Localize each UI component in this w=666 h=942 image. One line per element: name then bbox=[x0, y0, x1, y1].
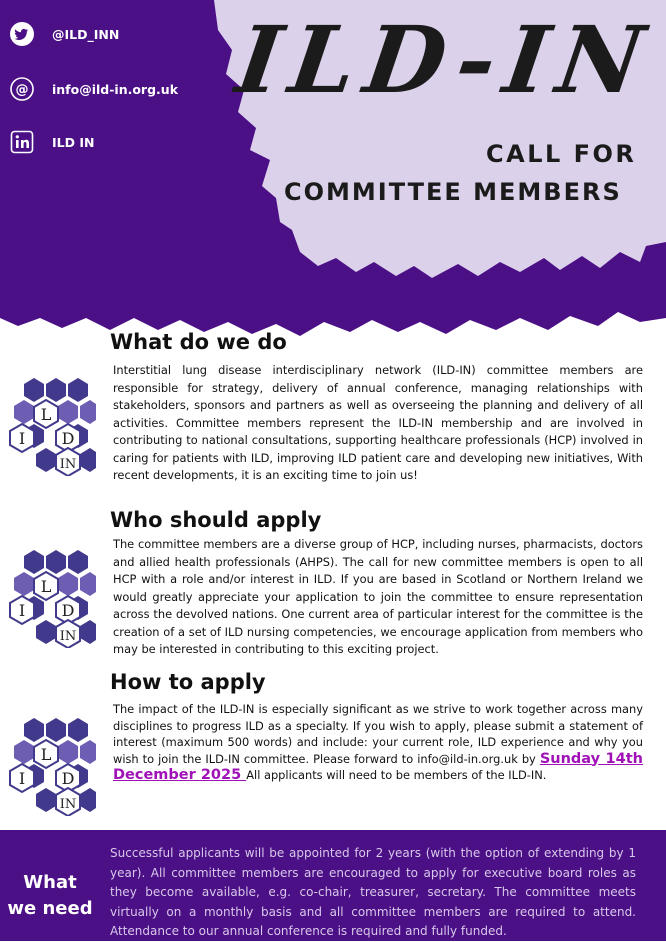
section-heading-what: What do we do bbox=[110, 330, 287, 354]
linkedin-name: ILD IN bbox=[52, 134, 95, 150]
svg-text:@: @ bbox=[15, 82, 29, 98]
svg-text:L: L bbox=[40, 577, 52, 596]
svg-text:I: I bbox=[18, 429, 26, 448]
contact-twitter[interactable] bbox=[10, 22, 119, 46]
svg-text:D: D bbox=[61, 769, 75, 788]
twitter-icon bbox=[10, 22, 34, 46]
section-body-how bbox=[113, 701, 643, 784]
ild-in-logo bbox=[8, 716, 96, 816]
section-body-what: Interstitial lung disease interdisciplinary network (ILD-IN) committee members are responsible for strategy, delivery of annual conference, managing relationships with stakeholders, sponsors and partners as well as overseeing the planning and delivery of all activities. Committee members represent the ILD-IN membership and are involved in contributing to national consultations, supporting healthcare professionals (HCP) involved in caring for patients with ILD, improving ILD patient care and developing new initiatives, With recent developments, it is an exciting time to join us! bbox=[113, 363, 643, 482]
poster-subtitle-line2: COMMITTEE MEMBERS bbox=[284, 178, 622, 206]
svg-text:IN: IN bbox=[59, 797, 77, 812]
twitter-handle: @ILD_INN bbox=[52, 26, 120, 42]
footer-panel bbox=[0, 830, 666, 941]
svg-text:I: I bbox=[18, 769, 26, 788]
svg-text:L: L bbox=[40, 405, 52, 424]
svg-text:I: I bbox=[18, 601, 26, 620]
contact-email[interactable] bbox=[10, 77, 178, 101]
section-heading-who: Who should apply bbox=[110, 508, 322, 532]
how-body-text-end: All applicants will need to be members of the ILD-IN. bbox=[246, 768, 547, 782]
how-body-text: The impact of the ILD-IN is especially significant as we strive to work together across many disciplines to progress ILD as a specialty. If you wish to apply, please submit a statement of interest (maximum 500 words) and include: your current role, ILD experience and why you wish to join the ILD-IN committee. Please forward to info@ild-in.org.uk by bbox=[113, 702, 643, 766]
svg-text:IN: IN bbox=[59, 457, 77, 472]
svg-text:D: D bbox=[61, 429, 75, 448]
svg-text:IN: IN bbox=[59, 629, 77, 644]
poster-title: ILD-IN bbox=[230, 6, 661, 114]
footer-heading: What we need bbox=[7, 872, 93, 919]
svg-text:D: D bbox=[61, 601, 75, 620]
linkedin-icon bbox=[10, 130, 34, 154]
section-heading-how: How to apply bbox=[110, 670, 266, 694]
svg-text:L: L bbox=[40, 745, 52, 764]
application-deadline: Sunday 14th December 2025 bbox=[113, 750, 643, 783]
header-banner bbox=[0, 0, 666, 340]
section-body-who: The committee members are a diverse group of HCP, including nurses, pharmacists, doctors and allied health professionals (AHPS). The call for new committee members is open to all HCP with a role and/or interest in ILD. If you are based in Scotland or Northern Ireland we would greatly appreciate your application to join the committee to ensure representation across the devolved nations. One current area of particular interest for the committee is the creation of a set of ILD nursing competencies, we encourage application from members who may be interested in contributing to this exciting project. bbox=[113, 537, 643, 656]
contact-email-text: info@ild-in.org.uk bbox=[52, 81, 179, 97]
ild-in-logo bbox=[8, 376, 96, 476]
footer-body: Successful applicants will be appointed for 2 years (with the option of extending by 1 year). All committee members are encouraged to apply for executive board roles as they become available, e.g. co-chair, treasurer, secretary. The committee meets virtually on a monthly basis and all committee members are required to attend. Attendance to our annual conference is required and fully funded. bbox=[110, 846, 636, 938]
at-sign-icon bbox=[10, 77, 34, 101]
poster-subtitle-line1: CALL FOR bbox=[486, 140, 637, 168]
ild-in-logo bbox=[8, 548, 96, 648]
contact-linkedin[interactable] bbox=[10, 130, 94, 154]
